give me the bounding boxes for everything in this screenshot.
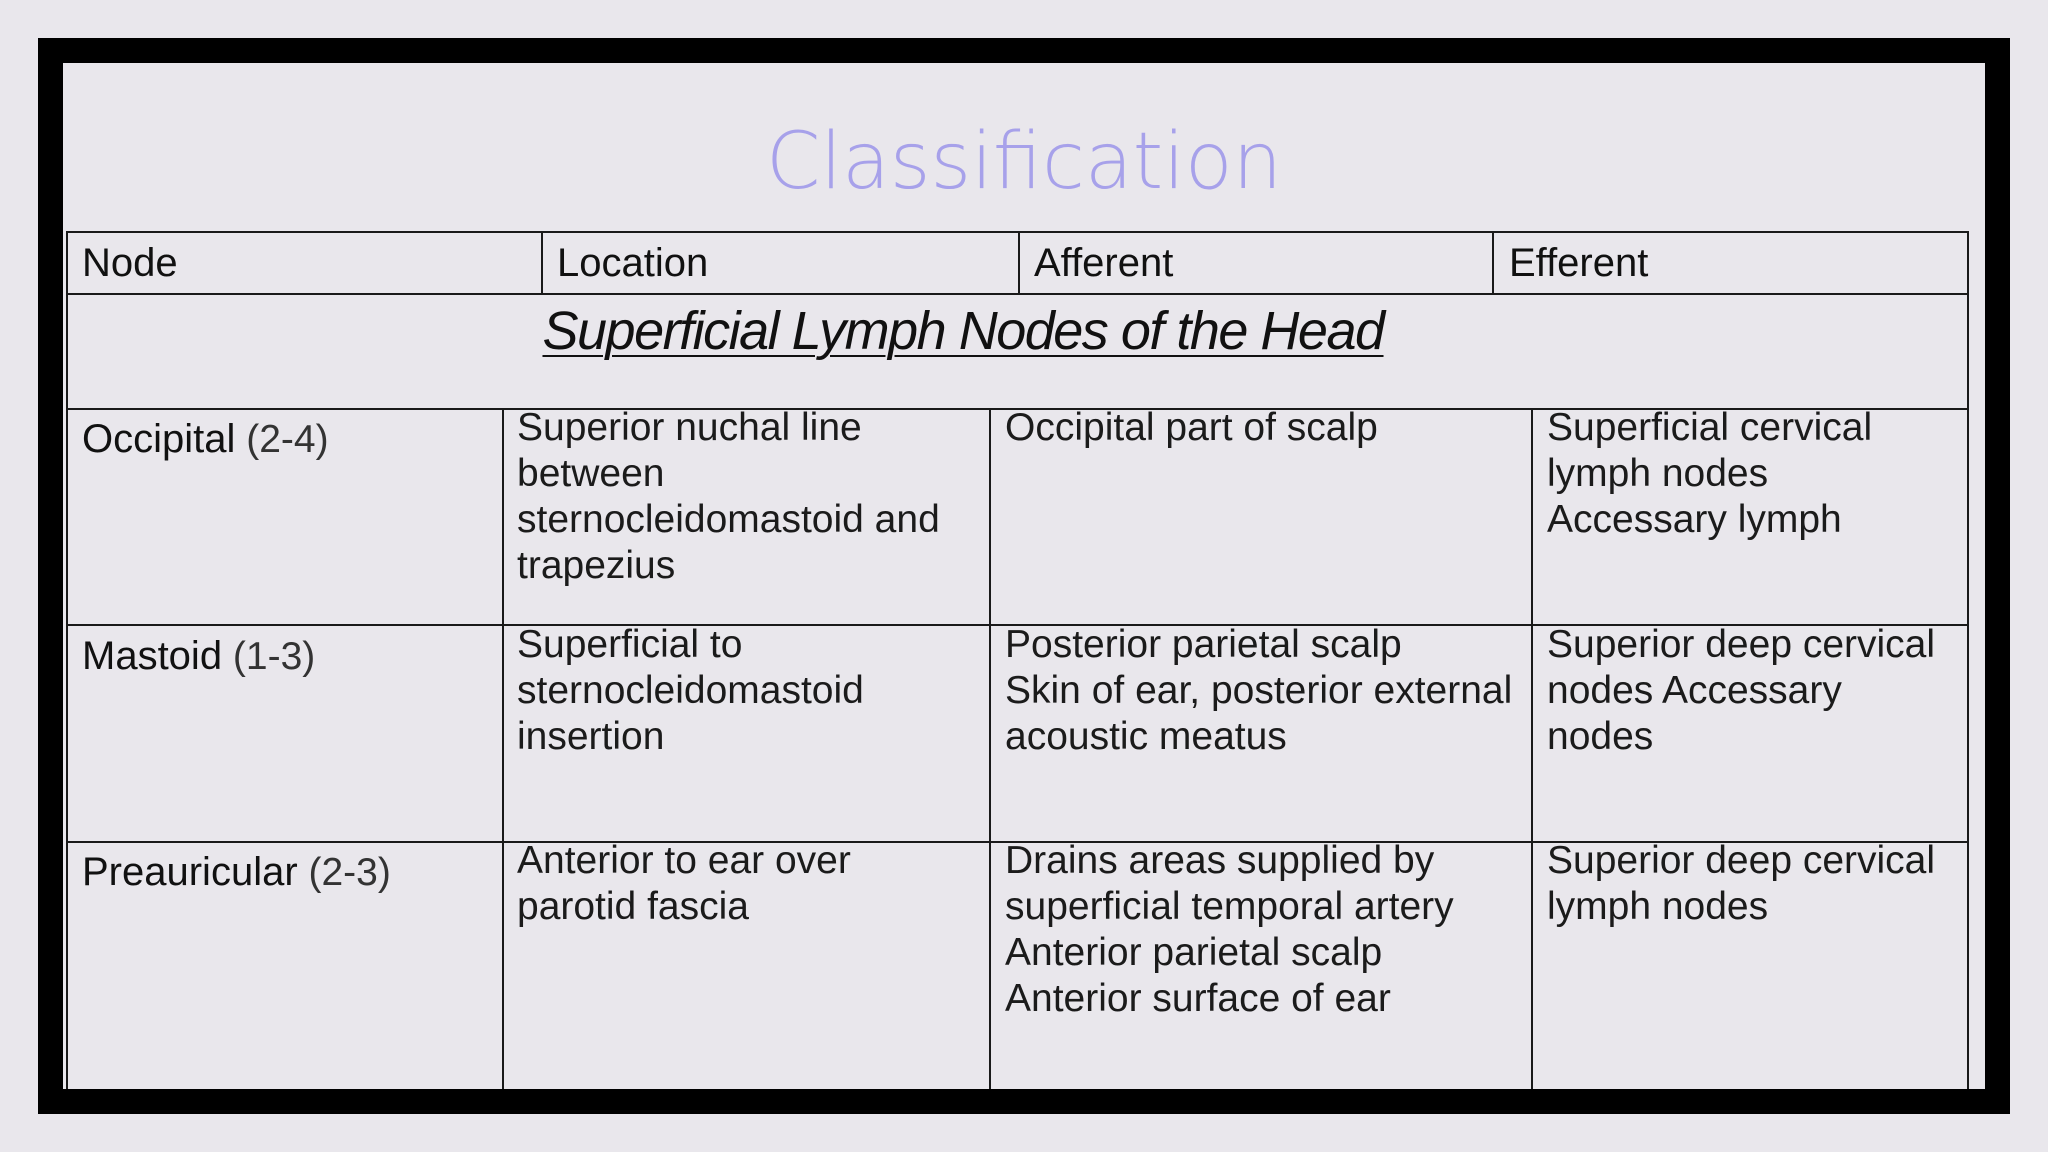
afferent-cell [1005, 838, 1525, 1022]
location-cell [517, 405, 977, 589]
table-row [82, 633, 492, 680]
header-divider-2 [1018, 231, 1020, 295]
node-count: (2-4) [246, 418, 329, 461]
table-row [82, 416, 492, 463]
afferent-line: superficial temporal artery [1005, 885, 1454, 928]
efferent-line: nodes [1547, 715, 1654, 758]
afferent-cell [1005, 405, 1525, 451]
efferent-line: nodes Accessary [1547, 669, 1842, 712]
body-divider-1 [502, 408, 504, 1089]
slide [63, 63, 1985, 1089]
column-header-node: Node [82, 241, 178, 285]
location-cell [517, 622, 977, 760]
efferent-line: lymph nodes [1547, 885, 1769, 928]
afferent-cell [1005, 622, 1525, 760]
afferent-line: Occipital part of scalp [1005, 406, 1378, 449]
location-line: Superior nuchal line [517, 406, 862, 449]
efferent-line: Superior deep cervical [1547, 623, 1936, 666]
efferent-line: Accessary lymph [1547, 498, 1842, 541]
node-count: (2-3) [308, 851, 391, 894]
location-line: insertion [517, 715, 665, 758]
body-divider-3 [1531, 408, 1533, 1089]
location-line: sternocleidomastoid and [517, 498, 940, 541]
location-line: trapezius [517, 544, 676, 587]
efferent-line: Superior deep cervical [1547, 839, 1936, 882]
header-divider-3 [1492, 231, 1494, 295]
node-name: Occipital [82, 417, 236, 461]
slide-title: Classification [765, 117, 1283, 207]
efferent-line: Superficial cervical [1547, 406, 1873, 449]
efferent-line: lymph nodes [1547, 452, 1769, 495]
efferent-cell [1547, 405, 1963, 543]
location-line: between [517, 452, 665, 495]
location-line: Anterior to ear over [517, 839, 851, 882]
afferent-line: Anterior parietal scalp [1005, 931, 1383, 974]
node-name: Mastoid [82, 634, 223, 678]
afferent-line: Anterior surface of ear [1005, 977, 1391, 1020]
afferent-line: acoustic meatus [1005, 715, 1287, 758]
header-divider-1 [541, 231, 543, 295]
location-line: sternocleidomastoid [517, 669, 864, 712]
section-title: Superficial Lymph Nodes of the Head [542, 301, 1384, 361]
node-name: Preauricular [82, 850, 298, 894]
table-row [82, 849, 492, 896]
location-cell [517, 838, 977, 930]
afferent-line: Posterior parietal scalp [1005, 623, 1402, 666]
column-header-afferent: Afferent [1034, 241, 1174, 285]
location-line: Superficial to [517, 623, 743, 666]
afferent-line: Skin of ear, posterior external [1005, 669, 1513, 712]
table-right-border [1967, 231, 1969, 1089]
slide-frame [38, 38, 2010, 1114]
column-header-location: Location [557, 241, 709, 285]
afferent-line: Drains areas supplied by [1005, 839, 1435, 882]
column-header-efferent: Efferent [1509, 241, 1649, 285]
efferent-cell [1547, 622, 1963, 760]
body-divider-2 [989, 408, 991, 1089]
node-count: (1-3) [232, 635, 316, 678]
location-line: parotid fascia [517, 885, 749, 928]
efferent-cell [1547, 838, 1963, 930]
